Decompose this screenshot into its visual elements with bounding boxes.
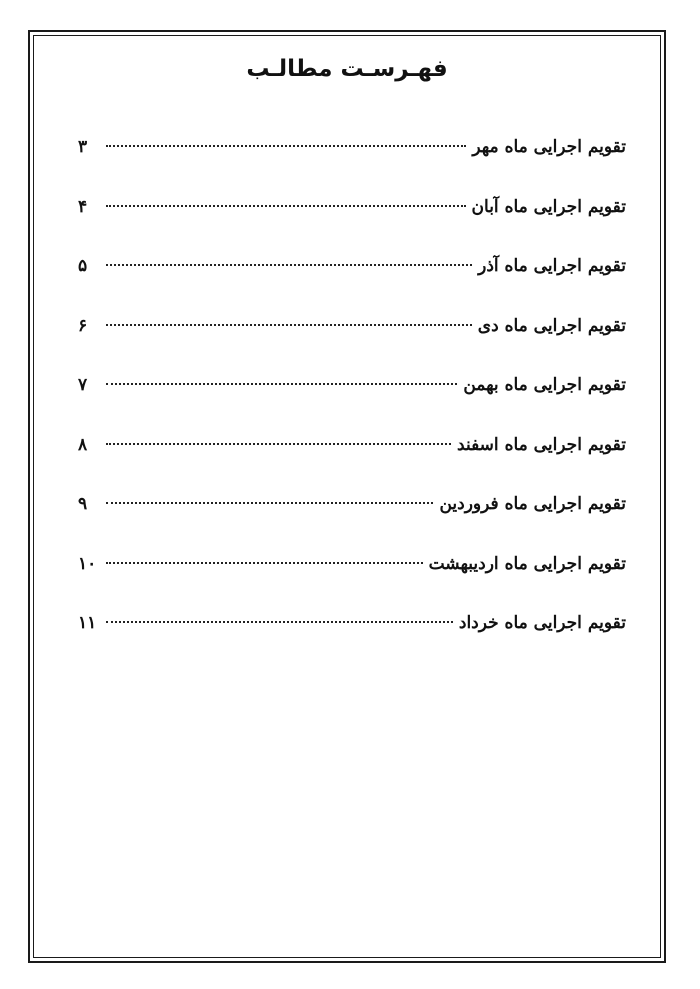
toc-leader-dots bbox=[106, 264, 472, 266]
toc-page-number: ۹ bbox=[78, 494, 88, 514]
toc-entry-label: تقویم اجرایی ماه فروردین bbox=[439, 494, 626, 514]
toc-entry-mehr[interactable] bbox=[78, 132, 626, 162]
toc-leader-dots bbox=[106, 205, 466, 207]
toc-page-number: ۱۰ bbox=[78, 553, 97, 574]
toc-entry-label: تقویم اجرایی ماه آبان bbox=[471, 196, 626, 217]
toc-page-number: ۴ bbox=[78, 196, 88, 217]
toc-entry-farvardin[interactable] bbox=[78, 489, 626, 519]
toc-entry-ordibehesht[interactable] bbox=[78, 549, 626, 579]
toc-entry-azar[interactable] bbox=[78, 251, 626, 281]
toc-leader-dots bbox=[106, 502, 433, 504]
toc-entry-label: تقویم اجرایی ماه خرداد bbox=[458, 613, 626, 633]
toc-leader-dots bbox=[106, 324, 472, 326]
toc-leader-dots bbox=[106, 621, 453, 623]
toc-entry-label: تقویم اجرایی ماه اسفند bbox=[457, 434, 626, 455]
toc-entry-esfand[interactable] bbox=[78, 430, 626, 460]
toc-entry-aban[interactable] bbox=[78, 192, 626, 222]
toc-entry-khordad[interactable] bbox=[78, 608, 626, 638]
toc-entry-label: تقویم اجرایی ماه اردیبهشت bbox=[428, 553, 626, 574]
toc-entry-label: تقویم اجرایی ماه دی bbox=[477, 315, 626, 336]
toc-page-number: ۳ bbox=[78, 137, 88, 157]
toc-entry-label: تقویم اجرایی ماه آذر bbox=[478, 256, 626, 276]
toc-entry-label: تقویم اجرایی ماه مهر bbox=[472, 137, 626, 157]
toc-leader-dots bbox=[106, 562, 423, 564]
toc-page-number: ۵ bbox=[78, 256, 88, 276]
toc-page-number: ۸ bbox=[78, 434, 88, 455]
toc-leader-dots bbox=[106, 443, 451, 445]
toc-leader-dots bbox=[106, 383, 457, 385]
toc-entry-label: تقویم اجرایی ماه بهمن bbox=[463, 375, 626, 395]
toc-page-number: ۱۱ bbox=[78, 613, 97, 633]
toc-leader-dots bbox=[106, 145, 466, 147]
toc-entry-bahman[interactable] bbox=[78, 370, 626, 400]
page-title: فهـرسـت مطالـب bbox=[246, 56, 448, 82]
table-of-contents bbox=[78, 132, 626, 668]
toc-page-number: ۷ bbox=[78, 375, 88, 395]
toc-entry-dey[interactable] bbox=[78, 311, 626, 341]
toc-page-number: ۶ bbox=[78, 315, 88, 336]
